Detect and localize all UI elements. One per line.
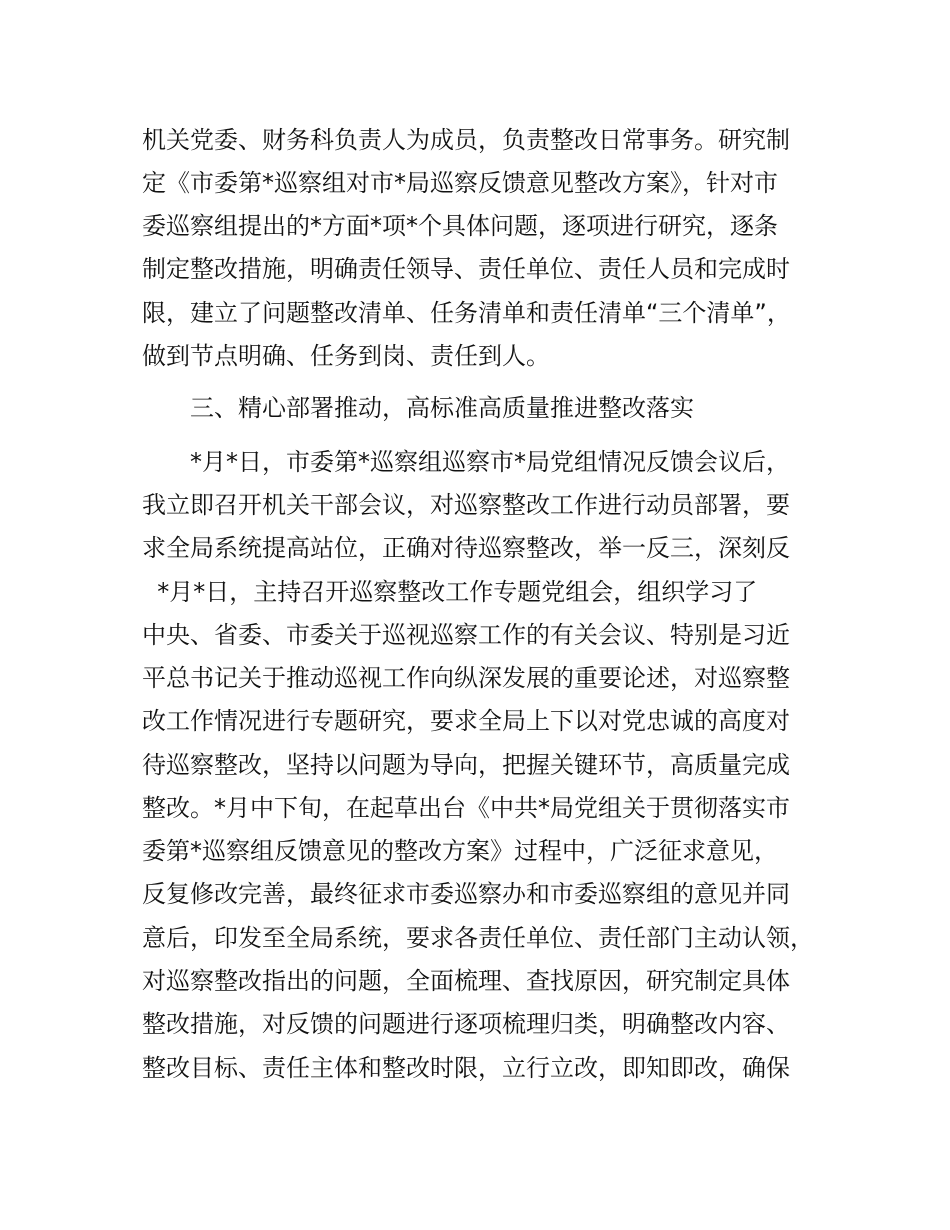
paragraph-1-line: 定《市委第*巡察组对市*局巡察反馈意见整改方案》，针对市 — [142, 169, 778, 197]
paragraph-2-line: 求全局系统提高站位，正确对待巡察整改，举一反三，深刻反 — [142, 534, 790, 562]
paragraph-2-line: 整改措施，对反馈的问题进行逐项梳理归类，明确整改内容、 — [142, 1010, 790, 1038]
paragraph-2-line: 整改目标、责任主体和整改时限，立行立改，即知即改，确保 — [142, 1054, 790, 1082]
paragraph-2-line: 整改。*月中下旬，在起草出台《中共*局党组关于贯彻落实市 — [142, 794, 790, 822]
paragraph-1-line: 做到节点明确、任务到岗、责任到人。 — [142, 342, 550, 370]
section-heading: 三、精心部署推动，高标准高质量推进整改落实 — [190, 394, 694, 422]
paragraph-1-line: 限，建立了问题整改清单、任务清单和责任清单“三个清单”， — [142, 299, 791, 327]
paragraph-1-line: 制定整改措施，明确责任领导、责任单位、责任人员和完成时 — [142, 255, 790, 283]
paragraph-2-line: 平总书记关于推动巡视工作向纵深发展的重要论述，对巡察整 — [142, 664, 790, 692]
paragraph-2-line: 待巡察整改，坚持以问题为导向，把握关键环节，高质量完成 — [142, 751, 790, 779]
paragraph-2-line: 中央、省委、市委关于巡视巡察工作的有关会议、特别是习近 — [142, 621, 790, 649]
paragraph-2-line: 我立即召开机关干部会议，对巡察整改工作进行动员部署，要 — [142, 491, 790, 519]
paragraph-2-line: *月*日，市委第*巡察组巡察市*局党组情况反馈会议后， — [190, 448, 790, 476]
paragraph-1-line: 委巡察组提出的*方面*项*个具体问题，逐项进行研究，逐条 — [142, 212, 778, 240]
paragraph-2-line: 委第*巡察组反馈意见的整改方案》过程中，广泛征求意见， — [142, 837, 778, 865]
paragraph-2-line: 意后，印发至全局系统，要求各责任单位、责任部门主动认领， — [142, 924, 814, 952]
paragraph-2-line: 改工作情况进行专题研究，要求全局上下以对党忠诚的高度对 — [142, 707, 790, 735]
paragraph-2-line: *月*日，主持召开巡察整改工作专题党组会，组织学习了 — [142, 578, 758, 606]
paragraph-2-line: 对巡察整改指出的问题，全面梳理、查找原因，研究制定具体 — [142, 967, 790, 995]
paragraph-1-line: 机关党委、财务科负责人为成员，负责整改日常事务。研究制 — [142, 126, 790, 154]
paragraph-2-line: 反复修改完善，最终征求市委巡察办和市委巡察组的意见并同 — [142, 880, 790, 908]
